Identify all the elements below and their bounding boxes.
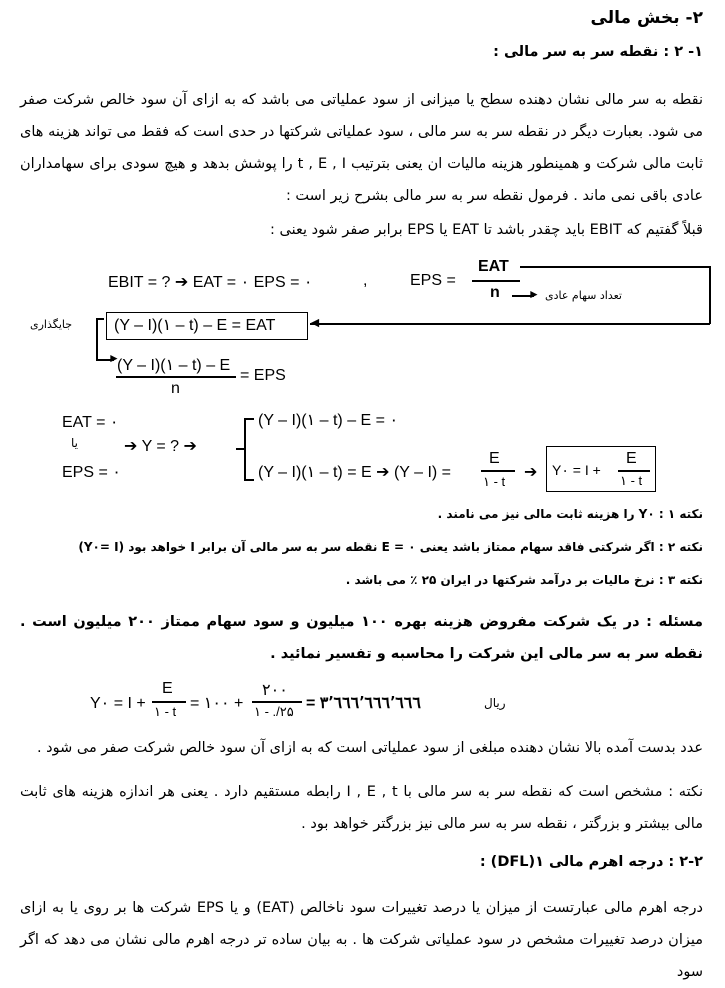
shares-label: تعداد سهام عادی <box>545 289 622 302</box>
eps-fraction-numerator: (Y – I)(۱ – t) – E <box>117 357 231 374</box>
paragraph-note-direct-relation: نکته : مشخص است که نقطه سر به سر مالی با I , E , t رابطه مستقیم دارد . یعنی هر اندازه هزینه های ثابت مالی بیشتر و بزرگتر ، نقطه سر به سر مالی نیز بزرگتر خواهد بود . <box>20 784 704 832</box>
calc-mid: = ۱۰۰ + <box>190 695 244 712</box>
fraction-bar <box>481 470 515 472</box>
eps-fraction-bar <box>116 376 236 378</box>
y0-equation: Y۰ = I + <box>552 462 601 478</box>
or-label: یا <box>71 436 78 450</box>
eps-zero: EPS = ۰ <box>62 464 121 481</box>
fraction-e: E <box>489 450 500 467</box>
calc-den-2: ۱ - ./۲۵ <box>254 704 294 719</box>
calc-frac-bar-2 <box>252 701 302 703</box>
ebit-eat-eps-line: EBIT = ? ➔ EAT = ۰ EPS = ۰ <box>108 274 313 291</box>
calc-frac-den: ۱ - t <box>154 704 177 719</box>
boxed-equation: (Y – I)(۱ – t) – E = EAT <box>114 317 276 334</box>
currency-unit: ریال <box>484 696 506 710</box>
note-3: نکته ۳ : نرخ مالیات بر درآمد شرکتها در ایران ۲۵ ٪ می باشد . <box>345 573 703 587</box>
eps-fraction-bar <box>472 280 520 282</box>
subsection-heading: ۱- ۲ : نقطه سر به سر مالی : <box>493 44 703 60</box>
y-unknown: ➔ Y = ? ➔ <box>124 438 197 455</box>
paragraph-result-explanation: عدد بدست آمده بالا نشان دهنده مبلغی از سود عملیاتی است که به ازای آن سود خالص شرکت صفر می شود . <box>36 740 703 756</box>
connector-line <box>96 318 104 320</box>
eps-result: = EPS <box>240 367 286 384</box>
paragraph-dfl-definition: درجه اهرم مالی عبارتست از میزان یا درصد تغییرات سود ناخالص (EAT) و یا EPS شرکت ها بر روی یا به ازای میزان درصد تغییرات مشخص در سود عملیاتی شرکت ها . به بیان ساده تر درجه اهرم مالی نشان می دهد که اگر سود <box>20 900 703 980</box>
paragraph-intro-equations: قبلاً گفتیم که EBIT باید چقدر باشد تا EAT یا EPS برابر صفر شود یعنی : <box>270 222 703 238</box>
eps-fraction-denominator: n <box>171 380 180 397</box>
comma: , <box>363 272 368 289</box>
y0-fraction-e: E <box>626 450 637 467</box>
connector-line <box>520 266 710 268</box>
calc-frac-e: E <box>162 680 173 697</box>
connector-line <box>96 318 98 360</box>
calc-num-200: ۲۰۰ <box>262 682 288 699</box>
branch-brace <box>236 448 245 450</box>
branch-brace <box>244 479 254 481</box>
branch-top-equation: (Y – I)(۱ – t) – E = ۰ <box>258 412 399 429</box>
arrow-head: ► <box>108 351 120 365</box>
calc-frac-bar <box>152 701 186 703</box>
y0-fraction-bar <box>618 470 650 472</box>
branch-brace <box>244 418 254 420</box>
y0-fraction-den: ۱ - t <box>620 473 643 488</box>
branch-bottom-equation: (Y – I)(۱ – t) = E ➔ (Y – I) = <box>258 464 452 481</box>
calc-result: = ۳٬٦٦٦٬٦٦٦٬٦٦٦ <box>306 695 421 712</box>
problem-statement: مسئله : در یک شرکت مفروض هزینه بهره ۱۰۰ میلیون و سود سهام ممتاز ۲۰۰ میلیون است . نقطه سر به سر مالی این شرکت را محاسبه و تفسیر نمائید . <box>20 614 703 662</box>
calc-lhs: Y۰ = I + <box>90 695 146 712</box>
section-heading: ۲- بخش مالی <box>590 8 703 28</box>
eat-numerator: EAT <box>478 258 509 275</box>
paragraph-definition: نقطه به سر مالی نشان دهنده سطح یا میزانی از سود عملیاتی می باشد که به ازای آن سود خالص شرکت صفر می شود. بعبارت دیگر در نقطه سر به سر مالی ، سود عملیاتی شرکتها در حدی است که فقط می تواند هزینه های ثابت مالی شرکت و همینطور هزینه مالیات ان یعنی بترتیب t , E , I را پوشش بدهد و هیچ سودی برای سهامداران عادی باقی نمی ماند . فرمول نقطه سر به سر مالی بشرح زیر است : <box>20 92 703 204</box>
eps-label: EPS = <box>410 272 456 289</box>
note-2: نکته ۲ : اگر شرکتی فاقد سهام ممتاز باشد یعنی E = ۰ نقطه سر به سر مالی آن برابر I خواهد بود (Y۰= I) <box>78 540 703 554</box>
arrow-head: ◄ <box>308 314 322 330</box>
eat-zero: EAT = ۰ <box>62 414 119 431</box>
substitution-label: جایگذاری <box>30 318 73 331</box>
arrow-head: ► <box>528 287 540 301</box>
fraction-one-minus-t: ۱ - t <box>483 474 506 489</box>
connector-line <box>310 323 710 325</box>
note-1: نکته ۱ : Y۰ را هزینه ثابت مالی نیز می نامند . <box>437 507 703 521</box>
result-arrow: ➔ <box>524 464 538 481</box>
connector-line <box>709 266 711 324</box>
n-denominator: n <box>490 284 500 301</box>
dfl-heading: ۲-۲ : درجه اهرم مالی ۱(DFL) : <box>479 854 703 870</box>
